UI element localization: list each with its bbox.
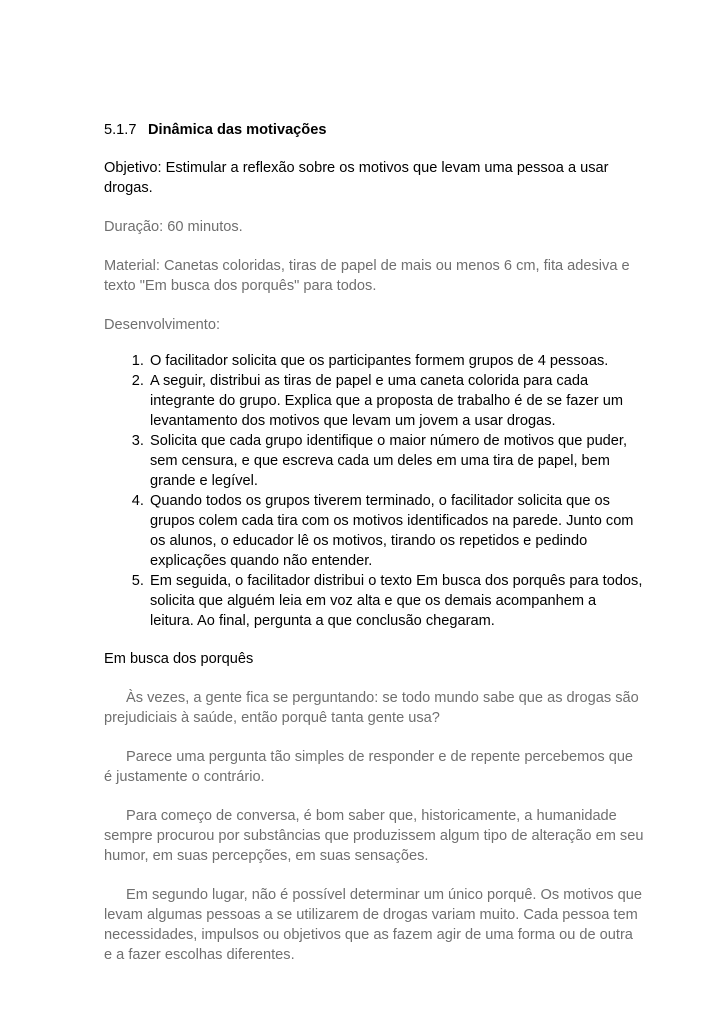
body-paragraph: Às vezes, a gente fica se perguntando: se todo mundo sabe que as drogas são prejudiciais à saúde, então porquê tanta gente usa?	[104, 690, 639, 726]
section-number: 5.1.7	[104, 122, 137, 138]
objetivo-paragraph: Objetivo: Estimular a reflexão sobre os motivos que levam uma pessoa a usar drogas.	[104, 160, 609, 196]
duracao-paragraph: Duração: 60 minutos.	[104, 219, 243, 235]
step-item: 3. Solicita que cada grupo identifique o maior número de motivos que puder, sem censura, e que escreva cada um deles em uma tira de papel, bem grande e legível.	[148, 431, 644, 491]
step-item: 5. Em seguida, o facilitador distribui o texto Em busca dos porquês para todos, solicita que alguém leia em voz alta e que os demais acompanhem a leitura. Ao final, pergunta a que conclusão chegaram.	[148, 571, 644, 631]
steps-list	[104, 351, 644, 631]
step-item: 2. A seguir, distribui as tiras de papel e uma caneta colorida para cada integrante do grupo. Explica que a proposta de trabalho é de se fazer um levantamento dos motivos que levam um jovem a usar drogas.	[148, 371, 644, 431]
step-item: 1. O facilitador solicita que os participantes formem grupos de 4 pessoas.	[148, 351, 644, 371]
desenvolvimento-label: Desenvolvimento:	[104, 317, 220, 333]
section-title: Dinâmica das motivações	[148, 122, 327, 138]
material-paragraph: Material: Canetas coloridas, tiras de papel de mais ou menos 6 cm, fita adesiva e texto "Em busca dos porquês" para todos.	[104, 258, 630, 294]
body-paragraph: Para começo de conversa, é bom saber que, historicamente, a humanidade sempre procurou por substâncias que produzissem algum tipo de alteração em seu humor, em suas percepções, em suas sensações.	[104, 808, 644, 864]
section-heading	[104, 120, 644, 140]
text-title: Em busca dos porquês	[104, 651, 254, 667]
body-paragraph: Em segundo lugar, não é possível determinar um único porquê. Os motivos que levam algumas pessoas a se utilizarem de drogas variam muito. Cada pessoa tem necessidades, impulsos ou objetivos que as fazem agir de uma forma ou de outra e a fazer escolhas diferentes.	[104, 887, 642, 963]
body-paragraph: Parece uma pergunta tão simples de responder e de repente percebemos que é justamente o contrário.	[104, 749, 634, 785]
step-item: 4. Quando todos os grupos tiverem terminado, o facilitador solicita que os grupos colem cada tira com os motivos identificados na parede. Junto com os alunos, o educador lê os motivos, tirando os repetidos e pedindo explicações quando não entender.	[148, 491, 644, 571]
document-body	[104, 120, 644, 984]
